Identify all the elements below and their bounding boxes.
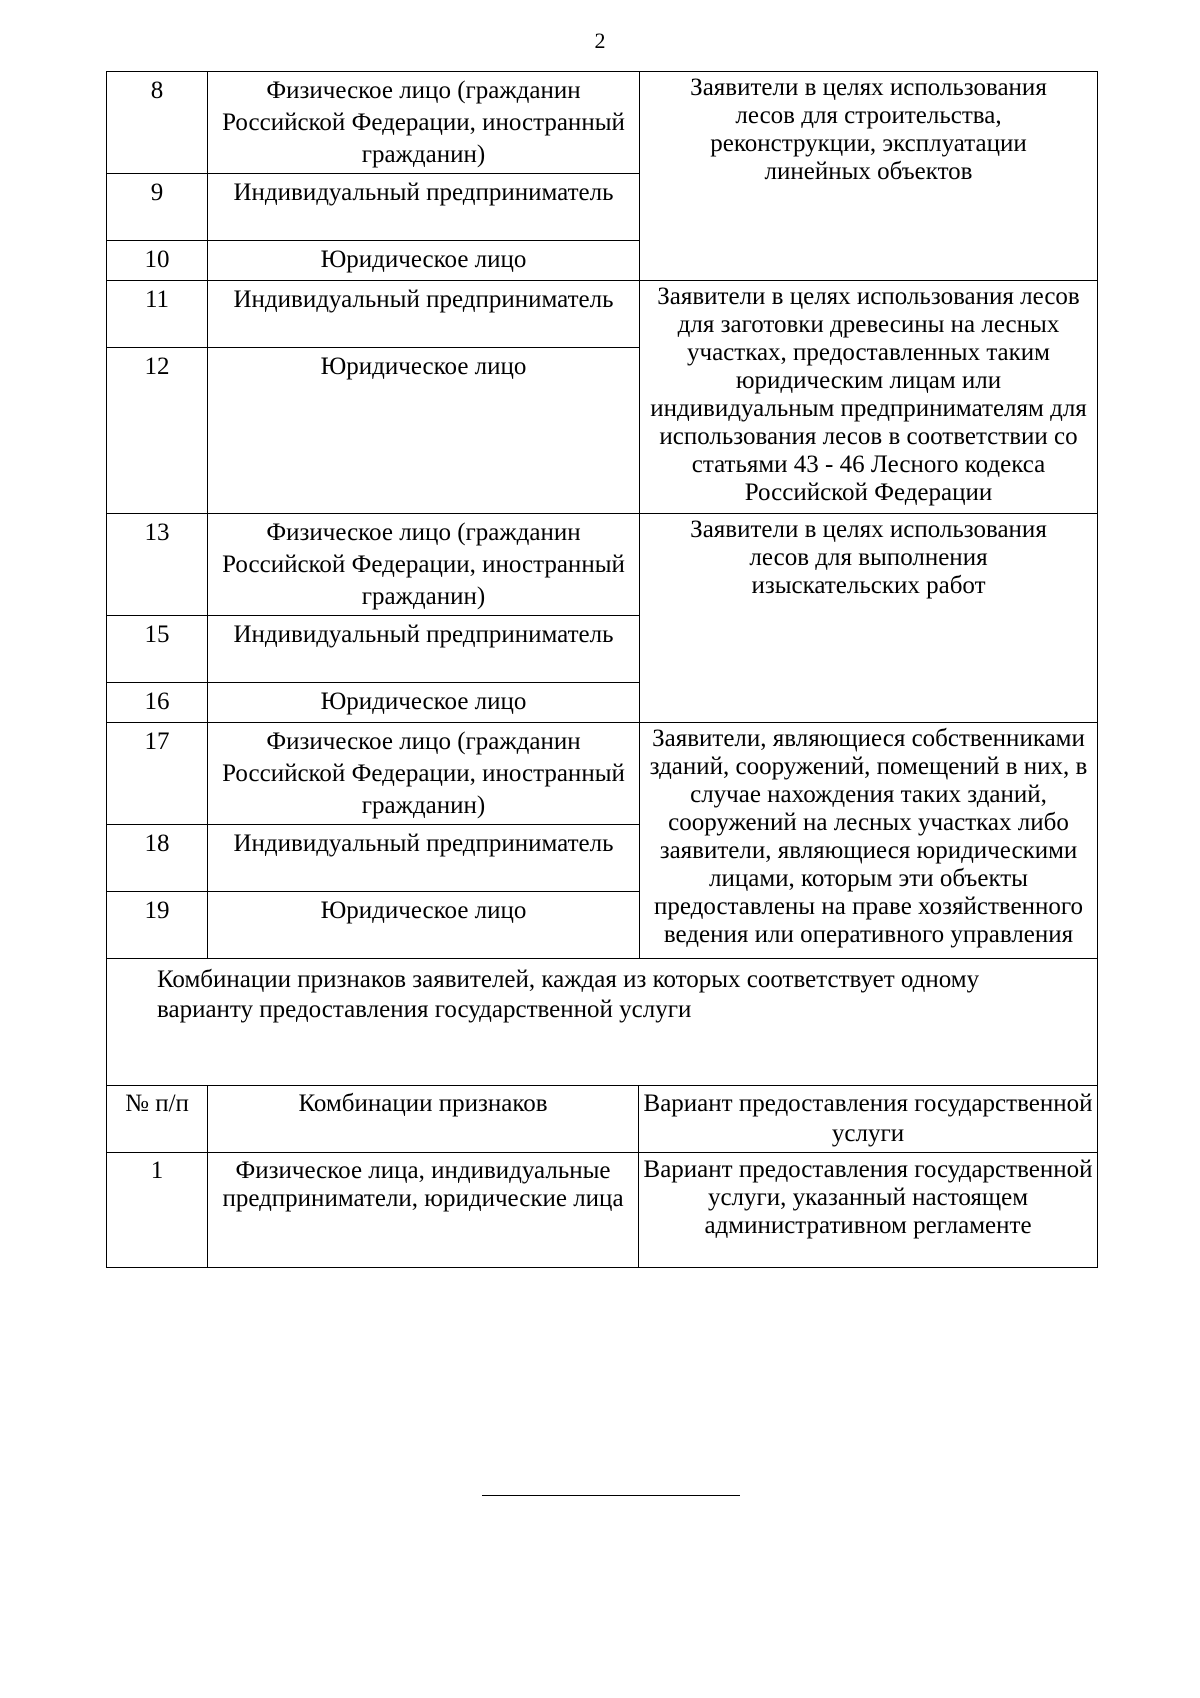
variant-text: Вариант предоставления государственной услуги, указанный настоящем административном регламенте bbox=[643, 1156, 1093, 1239]
row-number: 10 bbox=[107, 241, 208, 280]
table-row bbox=[107, 174, 639, 241]
applicant-purpose: Заявители, являющиеся собственниками зданий, сооружений, помещений в них, в случае нахождения таких зданий, сооружений на лесных участках либо заявители, являющиеся юридическими лицами, которым эти объекты предоставлены на праве хозяйственного ведения или оперативного управления bbox=[649, 725, 1088, 948]
row-number: 9 bbox=[107, 174, 208, 240]
applicant-purpose: Заявители в целях использования лесов для заготовки древесины на лесных участках, предоставленных таким юридическим лицам или индивидуальным предпринимателям для использования лесов в соответствии со статьями 43 - 46 Лесного кодекса Российской Федерации bbox=[650, 283, 1087, 506]
row-number: 11 bbox=[107, 281, 208, 347]
table-row bbox=[107, 281, 639, 348]
table-row bbox=[107, 825, 639, 892]
table-row bbox=[107, 241, 639, 280]
row-number: 12 bbox=[107, 348, 208, 513]
table-row bbox=[107, 723, 639, 825]
applicant-group bbox=[107, 723, 1097, 958]
combinations-heading: Комбинации признаков заявителей, каждая из которых соответствует одному варианту предоставления государственной услуги bbox=[107, 958, 1097, 1086]
table-row bbox=[107, 1153, 1097, 1267]
table-row bbox=[107, 348, 639, 513]
applicant-table bbox=[106, 71, 1098, 1268]
applicant-type: Индивидуальный предприниматель bbox=[233, 179, 614, 206]
row-number: 16 bbox=[107, 683, 208, 722]
row-number: 1 bbox=[107, 1153, 208, 1267]
applicant-group bbox=[107, 514, 1097, 723]
row-number: 13 bbox=[107, 514, 208, 615]
applicant-type: Юридическое лицо bbox=[320, 246, 527, 273]
applicant-group bbox=[107, 72, 1097, 281]
applicant-rows bbox=[107, 281, 640, 513]
footer-divider bbox=[482, 1495, 740, 1496]
applicant-purpose: Заявители в целях использования лесов для строительства, реконструкции, эксплуатации линейных объектов bbox=[690, 74, 1047, 185]
table-row bbox=[107, 72, 639, 174]
applicant-purpose: Заявители в целях использования лесов для выполнения изыскательских работ bbox=[690, 516, 1047, 599]
applicant-type: Индивидуальный предприниматель bbox=[233, 286, 614, 313]
combination-text: Физическое лица, индивидуальные предприниматели, юридические лица bbox=[208, 1153, 639, 1267]
applicant-type: Физическое лицо (гражданин Российской Федерации, иностранный гражданин) bbox=[222, 519, 625, 610]
header-variant: Вариант предоставления государственной услуги bbox=[643, 1090, 1093, 1147]
table-row bbox=[107, 892, 639, 958]
header-number: № п/п bbox=[107, 1086, 208, 1152]
row-number: 15 bbox=[107, 616, 208, 682]
row-number: 8 bbox=[107, 72, 208, 173]
applicant-type: Индивидуальный предприниматель bbox=[233, 621, 614, 648]
page-number: 2 bbox=[594, 28, 606, 53]
applicant-type: Юридическое лицо bbox=[320, 897, 527, 924]
table-row bbox=[107, 616, 639, 683]
row-number: 18 bbox=[107, 825, 208, 891]
row-number: 17 bbox=[107, 723, 208, 824]
table-row bbox=[107, 683, 639, 722]
applicant-rows bbox=[107, 723, 640, 958]
applicant-type: Юридическое лицо bbox=[320, 353, 527, 380]
applicant-type: Физическое лицо (гражданин Российской Федерации, иностранный гражданин) bbox=[222, 77, 625, 168]
row-number: 19 bbox=[107, 892, 208, 958]
applicant-rows bbox=[107, 72, 640, 280]
header-combinations: Комбинации признаков bbox=[208, 1086, 639, 1152]
table-row bbox=[107, 514, 639, 616]
applicant-type: Физическое лицо (гражданин Российской Федерации, иностранный гражданин) bbox=[222, 728, 625, 819]
combinations-header-row bbox=[107, 1086, 1097, 1153]
applicant-rows bbox=[107, 514, 640, 722]
applicant-type: Индивидуальный предприниматель bbox=[233, 830, 614, 857]
applicant-type: Юридическое лицо bbox=[320, 688, 527, 715]
applicant-group bbox=[107, 281, 1097, 514]
